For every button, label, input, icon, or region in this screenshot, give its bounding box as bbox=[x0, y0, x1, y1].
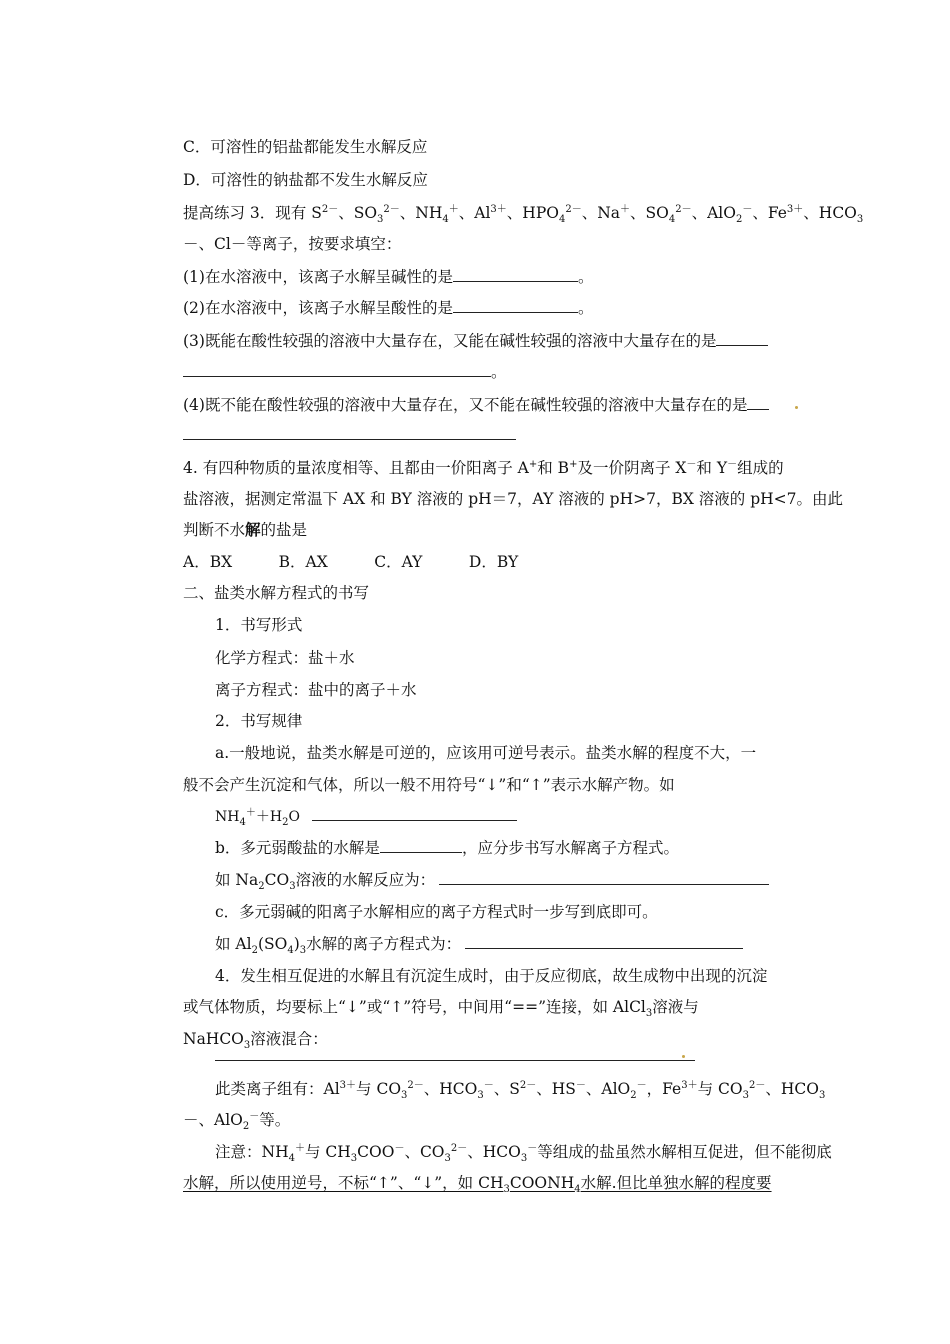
question-3-stem: 提高练习 3．现有 $S^{2-}$、$SO_3^{2-}$、$NH_4^+$、$Al^{3+}$、$HPO_4^{2-}$、Na＋、$SO_4^{2-}$、AlO$_2$－、$Fe^{3+}$、$HCO_3$ bbox=[183, 203, 864, 226]
question-4-line2: 盐溶液，据测定常温下 AX 和 BY 溶液的 pH＝7，AY 溶液的 pH>7，BX 溶液的 pH<7。由此 bbox=[183, 490, 844, 508]
answer-blank-3b[interactable] bbox=[183, 362, 491, 377]
al2so43-line: 如 $Al_2(SO_4)_3$水解的离子方程式为： bbox=[215, 934, 743, 954]
rule-4-line3: NaHCO$_3$溶液混合： bbox=[183, 1030, 328, 1052]
note-line1: 注意：$NH_4^+$与 $CH_3COO^-$、$CO_3^{2-}$、$HCO_3^-$等组成的盐虽然水解相互促进，但不能彻底 bbox=[215, 1142, 832, 1165]
ink-mark bbox=[682, 1055, 685, 1058]
answer-blank-nh4[interactable] bbox=[312, 806, 517, 821]
q3-part2: (2)在水溶液中，该离子水解呈酸性的是 。 bbox=[183, 299, 594, 317]
subheading-form: 1．书写形式 bbox=[215, 616, 303, 634]
note-line2: 水解，所以使用逆号，不标“↑”、“↓”，如 $CH_3COONH_4$水解.但比单独水解的程度要 bbox=[183, 1174, 772, 1196]
answer-blank-na2co3[interactable] bbox=[439, 870, 769, 885]
answer-blank-2[interactable] bbox=[453, 298, 578, 313]
answer-blank-b[interactable] bbox=[380, 838, 462, 853]
section-heading: 二、盐类水解方程式的书写 bbox=[183, 584, 370, 602]
question-4-line1: 4. 有四种物质的量浓度相等、且都由一价阳离子 A+和 B+及一价阴离子 X－和 Y－组成的 bbox=[183, 458, 784, 477]
na2co3-line: 如 $Na_2CO_3$溶液的水解反应为： bbox=[215, 870, 769, 890]
answer-blank-3a[interactable] bbox=[716, 331, 768, 346]
question-3-stem-cont: －、Cl－等离子，按要求填空： bbox=[183, 235, 402, 253]
answer-blank-alcl3[interactable] bbox=[215, 1060, 695, 1061]
chemical-equation-form: 化学方程式：盐＋水 bbox=[215, 649, 355, 667]
rule-c: c．多元弱碱的阳离子水解相应的离子方程式时一步写到底即可。 bbox=[215, 903, 658, 921]
option-c: C．可溶性的铝盐都能发生水解反应 bbox=[183, 138, 428, 156]
ink-mark bbox=[795, 406, 798, 409]
q3-part3: (3)既能在酸性较强的溶液中大量存在，又能在碱性较强的溶液中大量存在的是 bbox=[183, 331, 768, 351]
question-4-line3: 判断不水解的盐是 bbox=[183, 520, 308, 539]
nh4-equation: $NH_4^++H_2O$ bbox=[215, 806, 517, 827]
rule-b: b．多元弱酸盐的水解是 ，应分步书写水解离子方程式。 bbox=[215, 839, 679, 857]
answer-blank-4b[interactable] bbox=[183, 439, 516, 440]
ion-groups-line2: －、AlO$_2$－等。 bbox=[183, 1110, 291, 1133]
ionic-equation-form: 离子方程式：盐中的离子＋水 bbox=[215, 681, 417, 699]
rule-a-line1: a.一般地说，盐类水解是可逆的，应该用可逆号表示。盐类水解的程度不大，一 bbox=[215, 744, 757, 762]
q3-part4: (4)既不能在酸性较强的溶液中大量存在，又不能在碱性较强的溶液中大量存在的是 bbox=[183, 395, 769, 415]
q3-part1: (1)在水溶液中，该离子水解呈碱性的是 。 bbox=[183, 268, 594, 286]
option-d: D．可溶性的钠盐都不发生水解反应 bbox=[183, 171, 428, 189]
rule-4-line1: 4．发生相互促进的水解且有沉淀生成时，由于反应彻底，故生成物中出现的沉淀 bbox=[215, 967, 768, 985]
q3-part3-cont: 。 bbox=[183, 362, 507, 382]
rule-a-line2: 般不会产生沉淀和气体，所以一般不用符号“↓”和“↑”表示水解产物。如 bbox=[183, 776, 675, 794]
subheading-rules: 2．书写规律 bbox=[215, 712, 303, 730]
ion-groups-line1: 此类离子组有：$Al^{3+}$与 $CO_3^{2-}$、$HCO_3^-$、$S^{2-}$、HS－、AlO$_2$－，$Fe^{3+}$与 $CO_3^{2-}$、$HCO_3$ bbox=[215, 1079, 826, 1102]
answer-blank-4a[interactable] bbox=[747, 395, 769, 410]
rule-4-line2: 或气体物质，均要标上“↓”或“↑”符号，中间用“==”连接，如 AlCl$_3$溶液与 bbox=[183, 998, 699, 1020]
answer-blank-al2so43[interactable] bbox=[465, 934, 743, 949]
answer-blank-1[interactable] bbox=[453, 267, 578, 282]
question-4-options: A．BX B．AX C．AY D．BY bbox=[183, 553, 519, 571]
